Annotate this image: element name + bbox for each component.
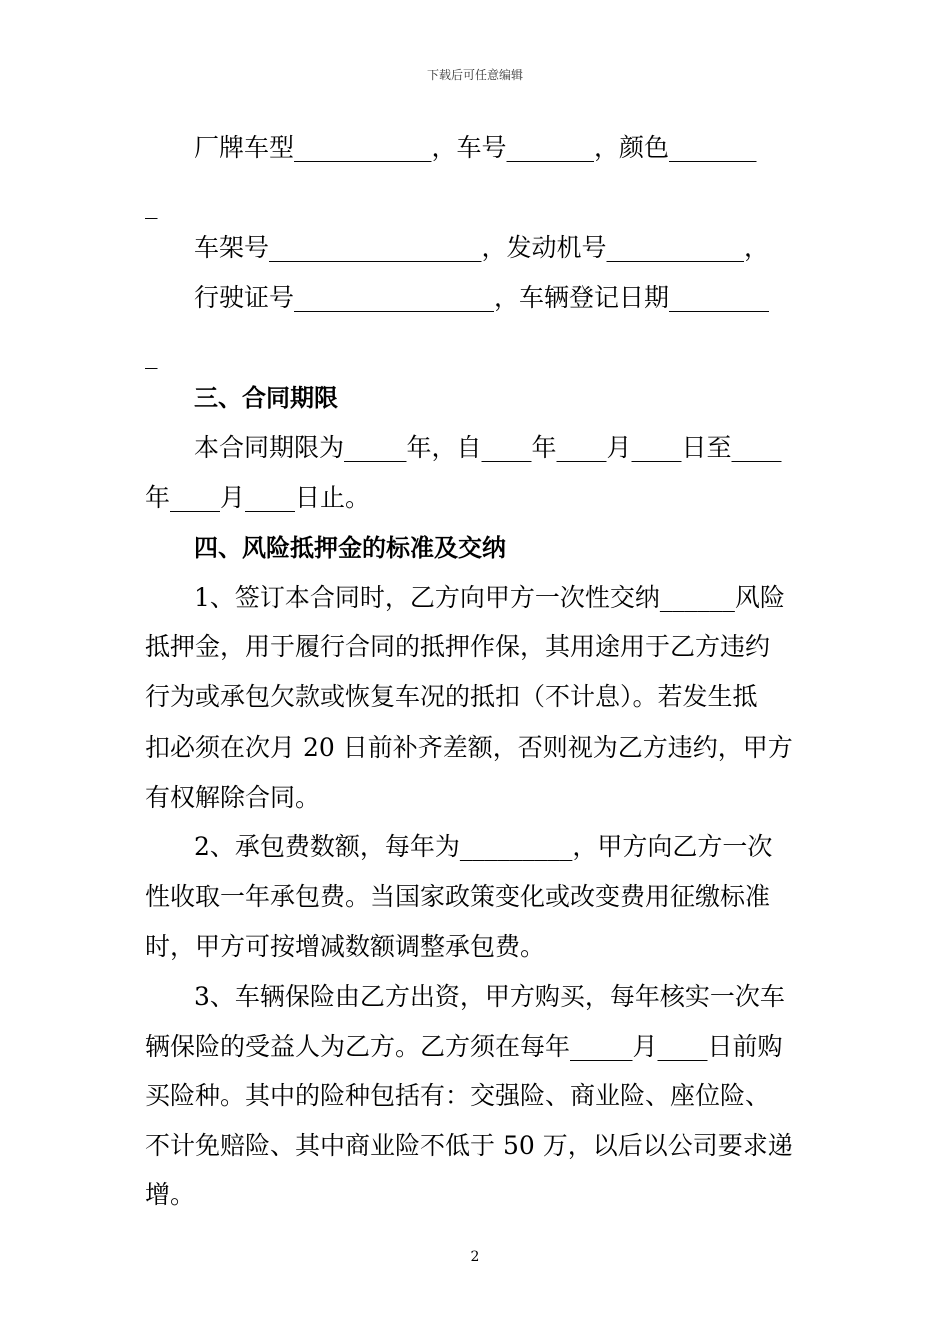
vehicle-model-line: 厂牌车型___________，车号_______，颜色_______ (194, 133, 757, 162)
section-heading-deposit: 四、风险抵押金的标准及交纳 (194, 534, 506, 562)
clause-1-line: 1、签订本合同时，乙方向甲方一次性交纳______风险 (194, 583, 785, 612)
license-registration-line: 行驶证号________________，车辆登记日期________ (194, 283, 770, 312)
text-line: _ (145, 190, 158, 219)
clause-3-line: 增。 (145, 1180, 196, 1209)
clause-3-line: 不计免赔险、其中商业险不低于 50 万，以后以公司要求递 (145, 1131, 793, 1160)
clause-2-line: 性收取一年承包费。当国家政策变化或改变费用征缴标准 (145, 882, 771, 911)
clause-1-line: 有权解除合同。 (145, 783, 321, 812)
frame-engine-line: 车架号_________________，发动机号___________， (194, 233, 770, 262)
page-header-note: 下载后可任意编辑 (426, 68, 523, 82)
contract-term-line: 本合同期限为_____年，自____年____月____日至____ (194, 433, 782, 462)
clause-2-line: 时，甲方可按增减数额调整承包费。 (145, 932, 546, 961)
clause-3-line: 辆保险的受益人为乙方。乙方须在每年_____月____日前购 (145, 1032, 783, 1061)
text-line: _ (145, 340, 158, 369)
contract-term-line-cont: 年____月____日止。 (145, 483, 371, 512)
section-heading-term: 三、合同期限 (194, 384, 338, 412)
clause-1-line: 扣必须在次月 20 日前补齐差额，否则视为乙方违约，甲方 (145, 733, 793, 762)
clause-1-line: 行为或承包欠款或恢复车况的抵扣（不计息）。若发生抵 (145, 682, 758, 711)
clause-3-line: 买险种。其中的险种包括有：交强险、商业险、座位险、 (145, 1081, 771, 1110)
clause-3-line: 3、车辆保险由乙方出资，甲方购买，每年核实一次车 (194, 982, 785, 1011)
page-number: 2 (470, 1249, 480, 1265)
clause-1-line: 抵押金，用于履行合同的抵押作保，其用途用于乙方违约 (145, 632, 771, 661)
clause-2-line: 2、承包费数额，每年为_________，甲方向乙方一次 (194, 832, 773, 861)
